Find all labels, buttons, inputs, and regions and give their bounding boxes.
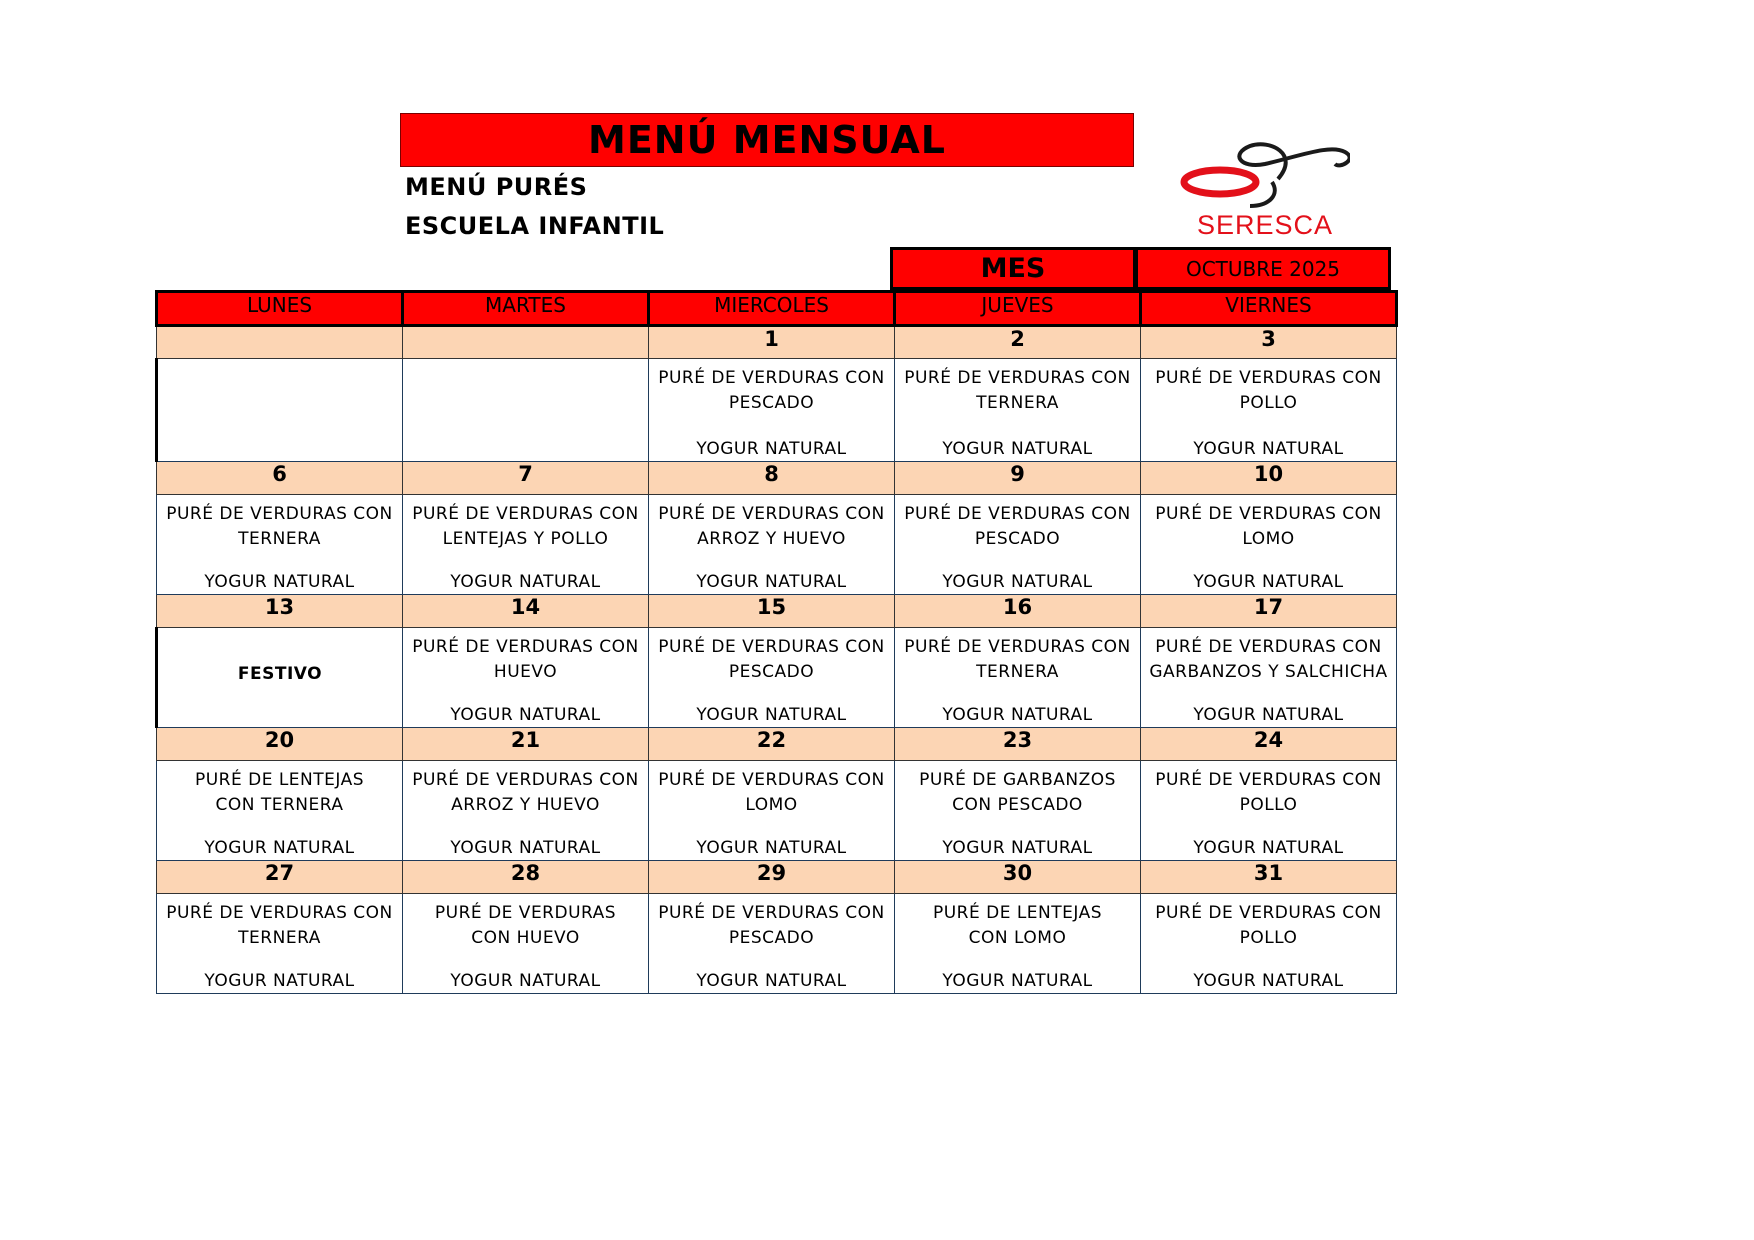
dish-text [1141, 761, 1396, 818]
date-cell: 20 [157, 728, 403, 761]
weekday-header: LUNES [157, 292, 403, 326]
dessert-text: YOGUR NATURAL [1193, 971, 1344, 991]
dessert-text: YOGUR NATURAL [1193, 572, 1344, 592]
dish-line-1: PURÉ DE LENTEJAS [194, 770, 365, 790]
date-cell: 28 [403, 861, 649, 894]
month-value: OCTUBRE 2025 [1135, 247, 1391, 290]
dish-line-1: PURÉ DE VERDURAS CON [904, 368, 1131, 388]
menu-cell [895, 359, 1141, 462]
menu-cell [1141, 628, 1397, 728]
dish-line-1: PURÉ DE VERDURAS CON [1155, 903, 1382, 923]
menu-type: MENÚ PURÉS [405, 173, 588, 201]
menu-cell [157, 628, 403, 728]
dish-text [649, 628, 894, 685]
dish-text [649, 359, 894, 416]
dish-line-2: LOMO [745, 795, 798, 815]
date-row [157, 861, 1397, 894]
dessert-text: YOGUR NATURAL [1193, 439, 1344, 459]
dish-text [895, 761, 1140, 818]
menu-cell [649, 359, 895, 462]
dessert-text: YOGUR NATURAL [696, 838, 847, 858]
menu-row [157, 894, 1397, 994]
date-cell: 16 [895, 595, 1141, 628]
dessert-text: YOGUR NATURAL [204, 838, 355, 858]
dish-text [1141, 359, 1396, 416]
dessert-text: YOGUR NATURAL [696, 971, 847, 991]
menu-cell [403, 761, 649, 861]
menu-cell [895, 761, 1141, 861]
dish-line-1: PURÉ DE VERDURAS CON [412, 504, 639, 524]
dessert-text: YOGUR NATURAL [1193, 838, 1344, 858]
dish-text [1141, 495, 1396, 552]
dish-line-1: PURÉ DE VERDURAS CON [412, 637, 639, 657]
dish-text [403, 359, 648, 391]
menu-calendar [155, 290, 1398, 994]
date-cell: 31 [1141, 861, 1397, 894]
dish-line-1: PURÉ DE VERDURAS CON [1155, 770, 1382, 790]
menu-cell [895, 495, 1141, 595]
dessert-text: YOGUR NATURAL [942, 838, 1093, 858]
dish-line-1: PURÉ DE VERDURAS CON [166, 504, 393, 524]
dish-line-2: TERNERA [976, 662, 1059, 682]
date-cell: 6 [157, 462, 403, 495]
dish-line-1: PURÉ DE VERDURAS CON [412, 770, 639, 790]
dish-line-1: PURÉ DE VERDURAS CON [1155, 504, 1382, 524]
dish-text [895, 495, 1140, 552]
date-cell: 7 [403, 462, 649, 495]
dessert-text: YOGUR NATURAL [450, 572, 601, 592]
menu-cell [895, 628, 1141, 728]
menu-row [157, 761, 1397, 861]
date-cell: 17 [1141, 595, 1397, 628]
date-cell: 27 [157, 861, 403, 894]
dish-text [403, 628, 648, 685]
dish-line-2: POLLO [1239, 393, 1298, 413]
dessert-text: YOGUR NATURAL [1193, 705, 1344, 725]
menu-cell [1141, 495, 1397, 595]
date-cell: 14 [403, 595, 649, 628]
dish-line-2: PESCADO [728, 393, 815, 413]
dish-line-2: GARBANZOS Y SALCHICHA [1149, 662, 1388, 682]
dish-line-2: ARROZ Y HUEVO [451, 795, 600, 815]
dessert-text: YOGUR NATURAL [696, 572, 847, 592]
menu-cell [1141, 761, 1397, 861]
dish-line-2: CON LOMO [968, 928, 1067, 948]
brand-name: SERESCA [1196, 210, 1334, 240]
menu-cell [649, 628, 895, 728]
menu-cell [157, 495, 403, 595]
menu-row [157, 495, 1397, 595]
dessert-text: YOGUR NATURAL [942, 572, 1093, 592]
dish-line-1: PURÉ DE VERDURAS CON [1155, 368, 1382, 388]
dish-text [1141, 628, 1396, 685]
dish-text [649, 495, 894, 552]
month-label: MES [890, 247, 1136, 290]
dessert-text: YOGUR NATURAL [696, 705, 847, 725]
dish-line-1: PURÉ DE VERDURAS CON [658, 903, 885, 923]
date-cell: 24 [1141, 728, 1397, 761]
dish-text [895, 359, 1140, 416]
dish-line-2: PESCADO [728, 928, 815, 948]
dish-line-1: PURÉ DE VERDURAS CON [658, 770, 885, 790]
dish-text [649, 761, 894, 818]
dish-text [1141, 894, 1396, 951]
dessert-text: YOGUR NATURAL [450, 971, 601, 991]
weekday-header: VIERNES [1141, 292, 1397, 326]
dish-line-1: PURÉ DE VERDURAS CON [658, 504, 885, 524]
date-cell: 13 [157, 595, 403, 628]
date-cell [157, 326, 403, 359]
date-cell: 2 [895, 326, 1141, 359]
dish-line-2: CON HUEVO [471, 928, 580, 948]
dish-text [158, 359, 402, 391]
dish-line-1: PURÉ DE VERDURAS [434, 903, 617, 923]
dessert-text: YOGUR NATURAL [450, 705, 601, 725]
date-cell: 8 [649, 462, 895, 495]
menu-cell [1141, 894, 1397, 994]
dessert-text: YOGUR NATURAL [450, 838, 601, 858]
menu-cell [403, 359, 649, 462]
date-cell: 9 [895, 462, 1141, 495]
weekday-header: MARTES [403, 292, 649, 326]
dish-line-1: PURÉ DE VERDURAS CON [904, 504, 1131, 524]
date-cell: 21 [403, 728, 649, 761]
dessert-text: YOGUR NATURAL [696, 439, 847, 459]
date-cell: 30 [895, 861, 1141, 894]
dish-line-1: PURÉ DE VERDURAS CON [904, 637, 1131, 657]
dish-text [649, 894, 894, 951]
dessert-text: YOGUR NATURAL [204, 572, 355, 592]
date-row [157, 462, 1397, 495]
dish-line-2: LENTEJAS Y POLLO [442, 529, 609, 549]
dish-text [895, 894, 1140, 951]
date-row [157, 595, 1397, 628]
menu-cell [649, 894, 895, 994]
date-row [157, 728, 1397, 761]
menu-row [157, 359, 1397, 462]
dish-line-1: PURÉ DE LENTEJAS [932, 903, 1103, 923]
page-title: MENÚ MENSUAL [400, 113, 1134, 167]
dish-text [403, 495, 648, 552]
dessert-text: YOGUR NATURAL [942, 971, 1093, 991]
dish-line-2: CON PESCADO [952, 795, 1083, 815]
menu-cell [403, 495, 649, 595]
date-cell: 29 [649, 861, 895, 894]
weekday-header-row [157, 292, 1397, 326]
menu-cell [157, 761, 403, 861]
date-cell: 3 [1141, 326, 1397, 359]
menu-row [157, 628, 1397, 728]
menu-cell [403, 628, 649, 728]
date-cell: 10 [1141, 462, 1397, 495]
date-cell: 22 [649, 728, 895, 761]
weekday-header: MIERCOLES [649, 292, 895, 326]
date-cell: 15 [649, 595, 895, 628]
dessert-text: YOGUR NATURAL [942, 705, 1093, 725]
dessert-text: YOGUR NATURAL [942, 439, 1093, 459]
menu-cell [649, 495, 895, 595]
menu-cell [157, 359, 403, 462]
date-cell [403, 326, 649, 359]
dish-line-1: PURÉ DE VERDURAS CON [658, 637, 885, 657]
menu-cell [649, 761, 895, 861]
menu-cell [895, 894, 1141, 994]
dish-line-2: ARROZ Y HUEVO [697, 529, 846, 549]
dish-text [403, 894, 648, 951]
menu-cell [1141, 359, 1397, 462]
dish-line-2: PESCADO [974, 529, 1061, 549]
date-cell: 23 [895, 728, 1141, 761]
weekday-header: JUEVES [895, 292, 1141, 326]
dish-text [157, 894, 402, 951]
dish-line-2: LOMO [1242, 529, 1295, 549]
school-name: ESCUELA INFANTIL [405, 212, 665, 240]
dish-text [157, 761, 402, 818]
dish-line-2: TERNERA [238, 529, 321, 549]
dessert-text: YOGUR NATURAL [204, 971, 355, 991]
dish-line-2: TERNERA [238, 928, 321, 948]
dish-text [895, 628, 1140, 685]
dish-line-2: CON TERNERA [215, 795, 344, 815]
dish-line-2: TERNERA [976, 393, 1059, 413]
dish-text [157, 495, 402, 552]
dish-line-1: PURÉ DE VERDURAS CON [1155, 637, 1382, 657]
date-cell: 1 [649, 326, 895, 359]
dish-line-2: POLLO [1239, 928, 1298, 948]
dish-line-1: PURÉ DE VERDURAS CON [166, 903, 393, 923]
dish-line-2: POLLO [1239, 795, 1298, 815]
dish-text [403, 761, 648, 818]
dish-line-1: PURÉ DE GARBANZOS [919, 770, 1116, 790]
date-row [157, 326, 1397, 359]
dish-line-2: PESCADO [728, 662, 815, 682]
holiday-label: FESTIVO [237, 664, 323, 684]
dish-line-1: PURÉ DE VERDURAS CON [658, 368, 885, 388]
dish-line-2: HUEVO [493, 662, 558, 682]
menu-cell [403, 894, 649, 994]
menu-cell [157, 894, 403, 994]
